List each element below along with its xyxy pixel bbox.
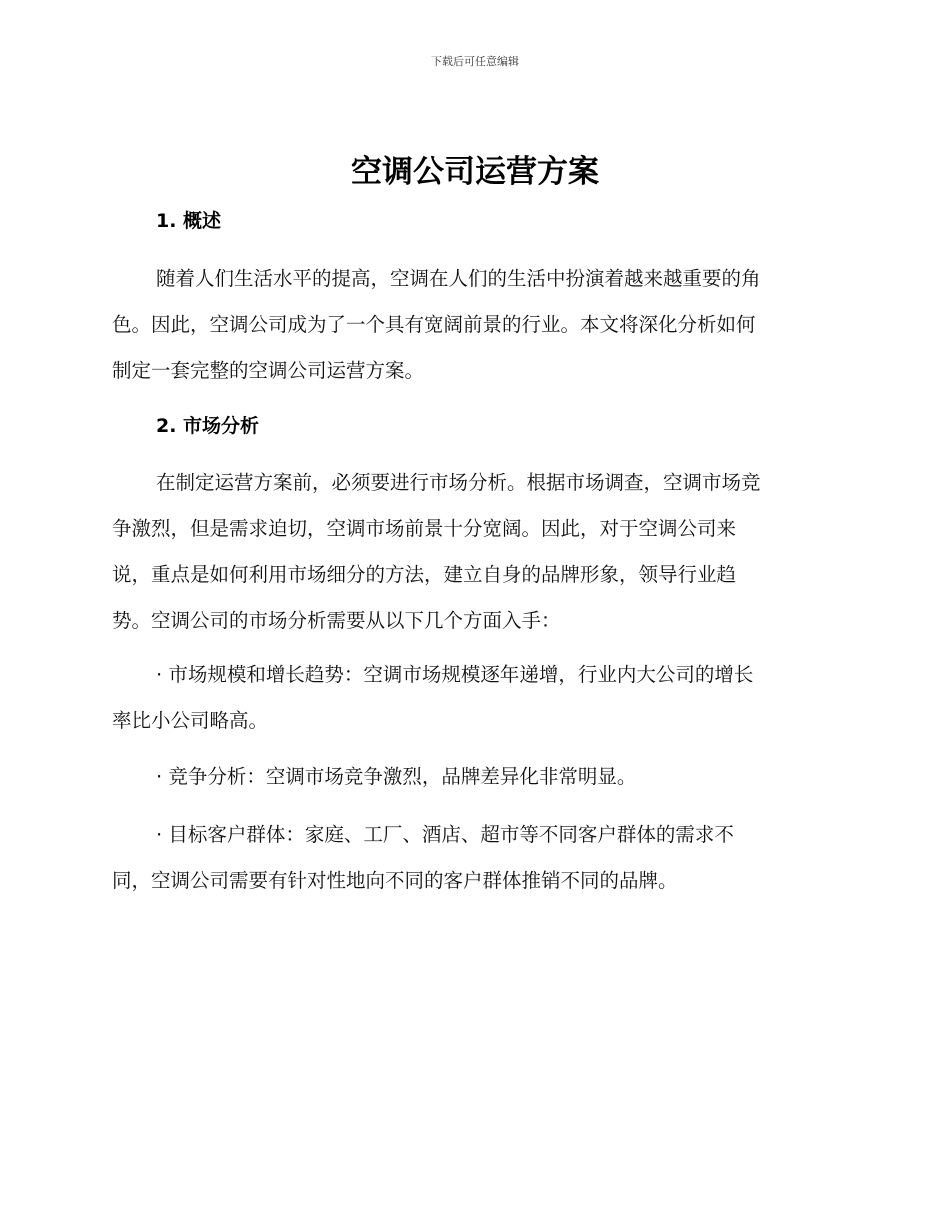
bullet-target-customers — [112, 812, 832, 904]
paragraph-line: · 市场规模和增长趋势：空调市场规模逐年递增，行业内大公司的增长 — [156, 663, 754, 686]
document-title: 空调公司运营方案 — [351, 154, 599, 190]
paragraph-overview — [112, 256, 832, 394]
paragraph-line: 争激烈，但是需求迫切，空调市场前景十分宽阔。因此，对于空调公司来 — [112, 517, 737, 540]
bullet-market-size — [112, 652, 832, 744]
paragraph-line: · 竞争分析：空调市场竞争激烈，品牌差异化非常明显。 — [156, 765, 637, 788]
paragraph-line: · 目标客户群体：家庭、工厂、酒店、超市等不同客户群体的需求不 — [156, 823, 734, 846]
paragraph-line: 制定一套完整的空调公司运营方案。 — [112, 359, 425, 382]
paragraph-line: 随着人们生活水平的提高，空调在人们的生活中扮演着越来越重要的角 — [156, 267, 761, 290]
header-note: 下载后可任意编辑 — [431, 55, 519, 68]
paragraph-market-intro — [112, 460, 832, 644]
section-heading-overview: 1. 概述 — [156, 210, 222, 232]
paragraph-line: 说，重点是如何利用市场细分的方法，建立自身的品牌形象，领导行业趋 — [112, 563, 737, 586]
paragraph-line: 率比小公司略高。 — [112, 709, 269, 732]
paragraph-line: 同，空调公司需要有针对性地向不同的客户群体推销不同的品牌。 — [112, 869, 678, 892]
paragraph-line: 在制定运营方案前，必须要进行市场分析。根据市场调查，空调市场竞 — [156, 471, 761, 494]
section-heading-market-analysis: 2. 市场分析 — [156, 415, 260, 437]
bullet-competition — [112, 754, 832, 800]
paragraph-line: 势。空调公司的市场分析需要从以下几个方面入手： — [112, 609, 561, 632]
paragraph-line: 色。因此，空调公司成为了一个具有宽阔前景的行业。本文将深化分析如何 — [112, 313, 756, 336]
